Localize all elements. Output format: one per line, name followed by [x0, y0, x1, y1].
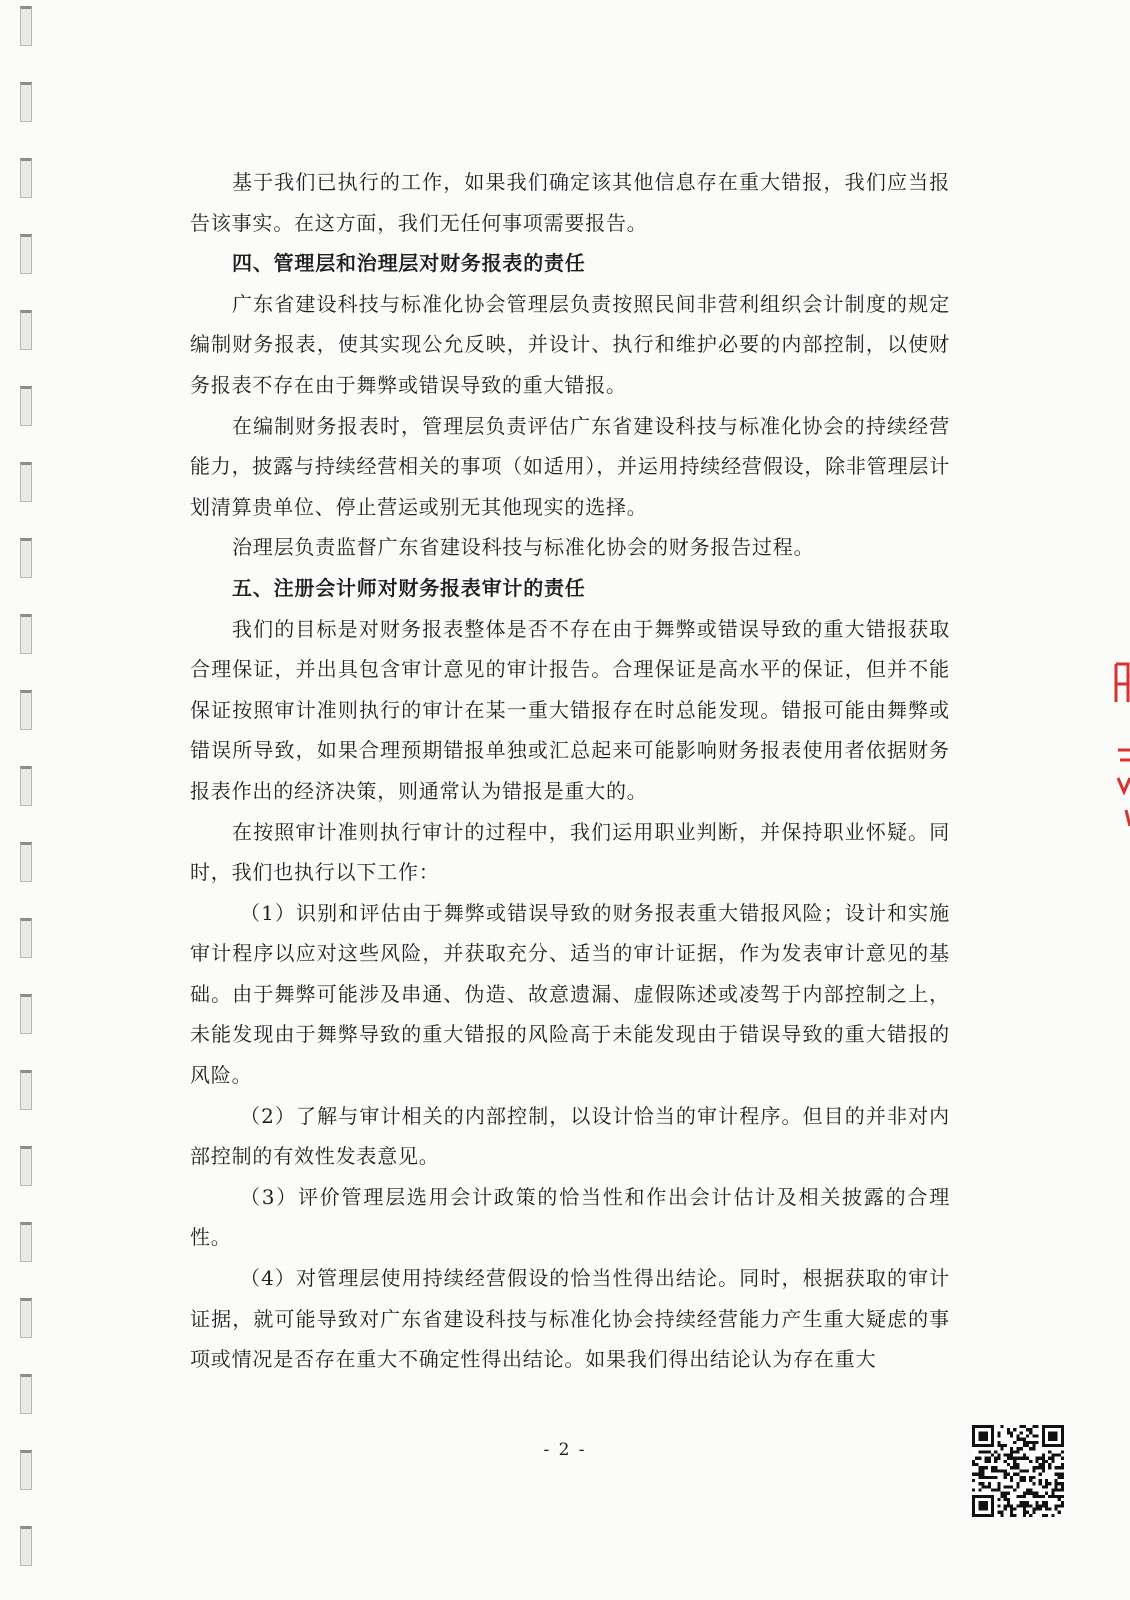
binding-hole	[20, 462, 32, 502]
binding-hole	[20, 842, 32, 882]
binding-hole	[20, 234, 32, 274]
paragraph: （1）识别和评估由于舞弊或错误导致的财务报表重大错报风险；设计和实施审计程序以应对这些风险，并获取充分、适当的审计证据，作为发表审计意见的基础。由于舞弊可能涉及串通、伪造、故意遗漏、虚假陈述或凌驾于内部控制之上，未能发现由于舞弊导致的重大错报的风险高于未能发现由于错误导致的重大错报的风险。	[190, 900, 950, 1088]
paragraph: 在按照审计准则执行审计的过程中，我们运用职业判断，并保持职业怀疑。同时，我们也执行以下工作：	[190, 819, 950, 885]
binding-hole	[20, 1526, 32, 1566]
document-body	[190, 162, 950, 1380]
binding-hole	[20, 6, 32, 46]
paragraph: 广东省建设科技与标准化协会管理层负责按照民间非营利组织会计制度的规定编制财务报表，使其实现公允反映，并设计、执行和维护必要的内部控制，以使财务报表不存在由于舞弊或错误导致的重大错报。	[190, 291, 950, 397]
binding-hole	[20, 1374, 32, 1414]
paragraph: （4）对管理层使用持续经营假设的恰当性得出结论。同时，根据获取的审计证据，就可能导致对广东省建设科技与标准化协会持续经营能力产生重大疑虑的事项或情况是否存在重大不确定性得出结论。如果我们得出结论认为存在重大	[190, 1266, 950, 1372]
binding-hole	[20, 1070, 32, 1110]
page-number: - 2 -	[543, 1440, 587, 1460]
binding-hole	[20, 82, 32, 122]
binding-hole	[20, 386, 32, 426]
paragraph: 我们的目标是对财务报表整体是否不存在由于舞弊或错误导致的重大错报获取合理保证，并出具包含审计意见的审计报告。合理保证是高水平的保证，但并不能保证按照审计准则执行的审计在某一重大错报存在时总能发现。错报可能由舞弊或错误所导致，如果合理预期错报单独或汇总起来可能影响财务报表使用者依据财务报表作出的经济决策，则通常认为错报是重大的。	[190, 616, 950, 803]
binding-hole	[20, 538, 32, 578]
section-heading: 五、注册会计师对财务报表审计的责任	[232, 575, 586, 600]
binding-hole	[20, 614, 32, 654]
binding-hole	[20, 1298, 32, 1338]
paragraph: （3）评价管理层选用会计政策的恰当性和作出会计估计及相关披露的合理性。	[190, 1184, 950, 1250]
binding-hole	[20, 310, 32, 350]
binding-hole	[20, 766, 32, 806]
qr-code-icon	[972, 1425, 1064, 1517]
paragraph: 治理层负责监督广东省建设科技与标准化协会的财务报告过程。	[232, 535, 815, 560]
binding-hole	[20, 1222, 32, 1262]
binding-hole	[20, 994, 32, 1034]
seal-edge-mark	[1108, 660, 1130, 830]
paragraph: 在编制财务报表时，管理层负责评估广东省建设科技与标准化协会的持续经营能力，披露与持续经营相关的事项（如适用），并运用持续经营假设，除非管理层计划清算贵单位、停止营运或别无其他现实的选择。	[190, 413, 950, 519]
binding-holes	[14, 0, 40, 1600]
paragraph: 基于我们已执行的工作，如果我们确定该其他信息存在重大错报，我们应当报告该事实。在这方面，我们无任何事项需要报告。	[190, 170, 950, 235]
binding-hole	[20, 918, 32, 958]
binding-hole	[20, 690, 32, 730]
section-heading: 四、管理层和治理层对财务报表的责任	[232, 251, 586, 276]
paragraph: （2）了解与审计相关的内部控制，以设计恰当的审计程序。但目的并非对内部控制的有效性发表意见。	[190, 1103, 950, 1169]
binding-hole	[20, 158, 32, 198]
binding-hole	[20, 1146, 32, 1186]
